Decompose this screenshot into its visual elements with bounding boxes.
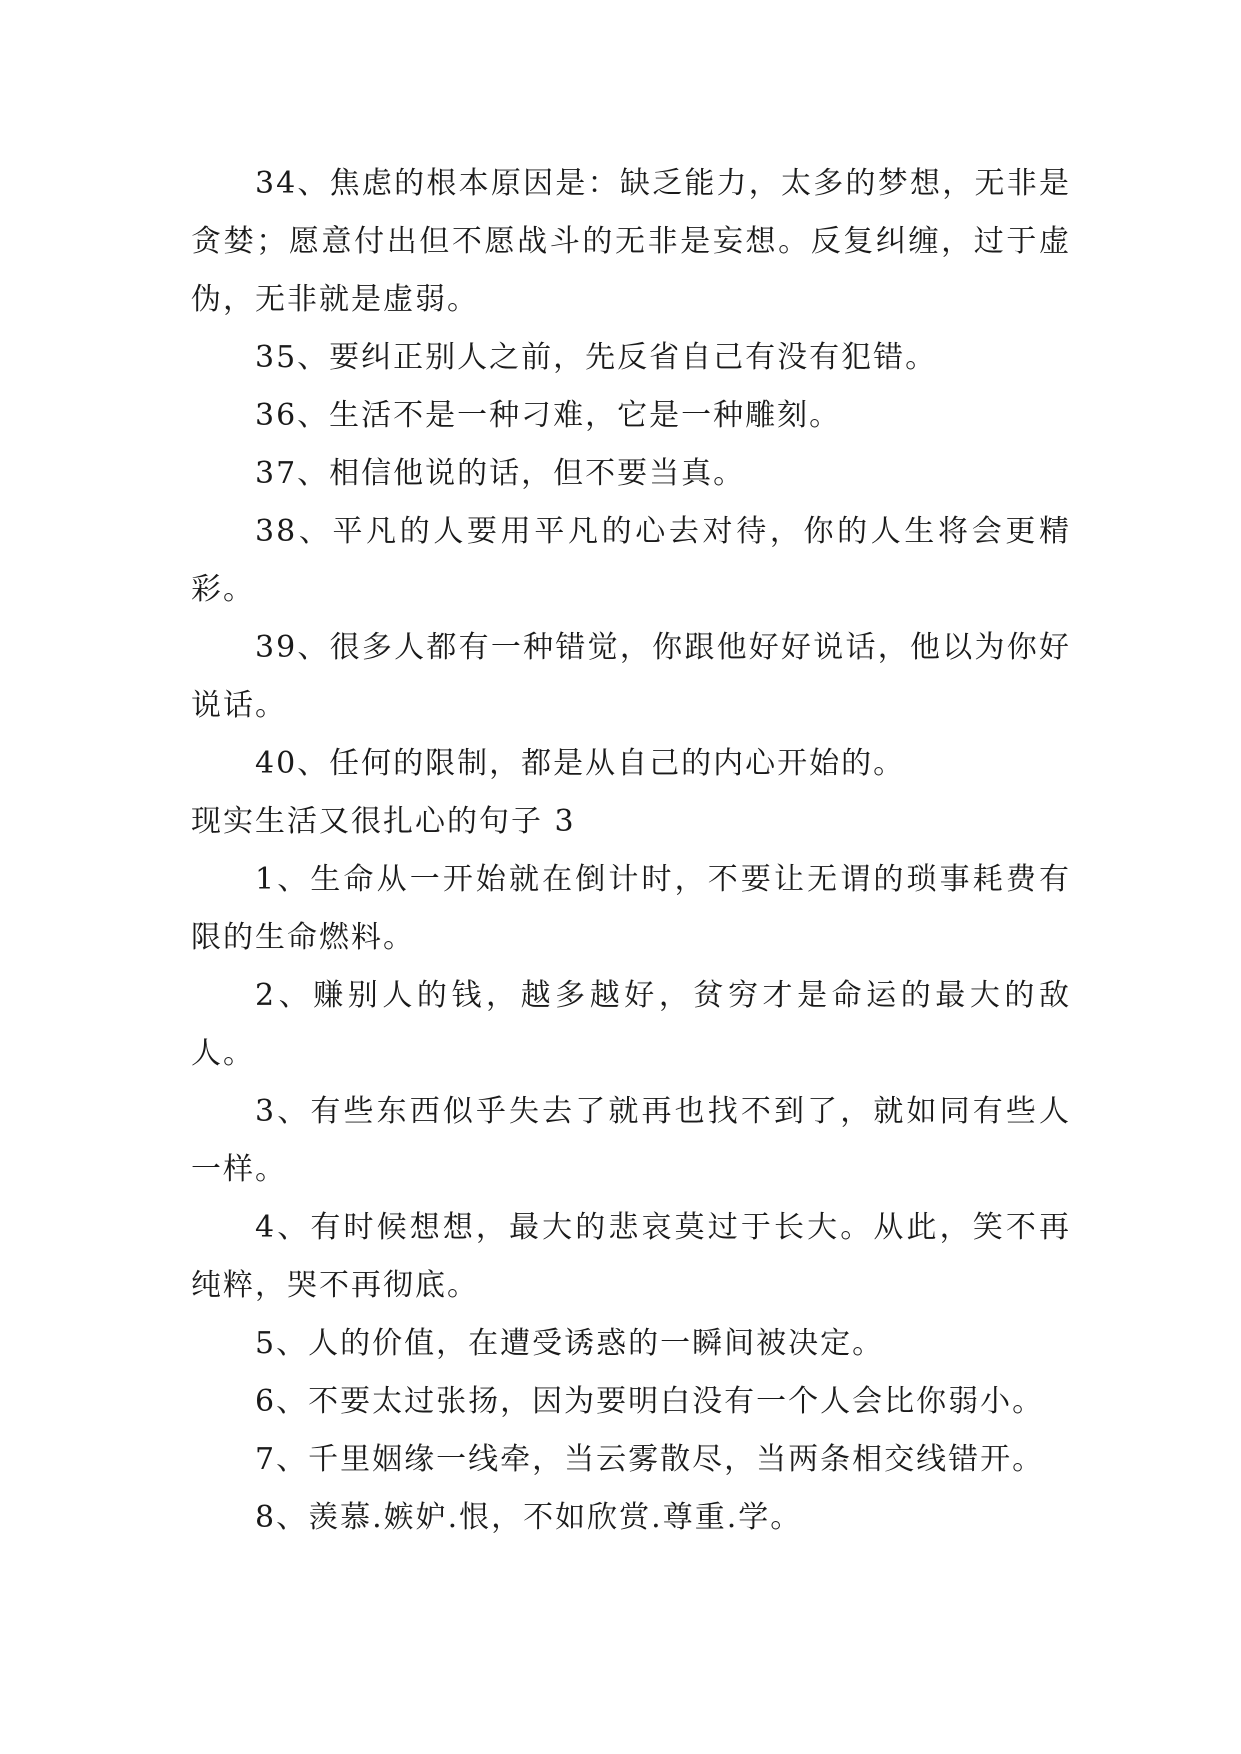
paragraph-2: 2、赚别人的钱，越多越好，贫穷才是命运的最大的敌人。 bbox=[191, 978, 1071, 1071]
paragraph-8: 8、羡慕.嫉妒.恨，不如欣赏.尊重.学。 bbox=[255, 1500, 803, 1535]
paragraph-38: 38、平凡的人要用平凡的心去对待，你的人生将会更精彩。 bbox=[191, 514, 1071, 607]
section-heading: 现实生活又很扎心的句子 3 bbox=[191, 804, 576, 839]
paragraph-39: 39、很多人都有一种错觉，你跟他好好说话，他以为你好说话。 bbox=[191, 630, 1071, 723]
paragraph-37: 37、相信他说的话，但不要当真。 bbox=[255, 456, 746, 491]
paragraph-6: 6、不要太过张扬，因为要明白没有一个人会比你弱小。 bbox=[255, 1384, 1045, 1419]
paragraph-40: 40、任何的限制，都是从自己的内心开始的。 bbox=[255, 746, 906, 781]
paragraph-7: 7、千里姻缘一线牵，当云雾散尽，当两条相交线错开。 bbox=[255, 1442, 1045, 1477]
paragraph-3: 3、有些东西似乎失去了就再也找不到了，就如同有些人一样。 bbox=[191, 1094, 1071, 1187]
paragraph-4: 4、有时候想想，最大的悲哀莫过于长大。从此，笑不再纯粹，哭不再彻底。 bbox=[191, 1210, 1071, 1303]
document-page bbox=[191, 155, 1071, 1547]
paragraph-36: 36、生活不是一种刁难，它是一种雕刻。 bbox=[255, 398, 842, 433]
paragraph-1: 1、生命从一开始就在倒计时，不要让无谓的琐事耗费有限的生命燃料。 bbox=[191, 862, 1071, 955]
paragraph-35: 35、要纠正别人之前，先反省自己有没有犯错。 bbox=[255, 340, 938, 375]
paragraph-34: 34、焦虑的根本原因是：缺乏能力，太多的梦想，无非是贪婪；愿意付出但不愿战斗的无非是妄想。反复纠缠，过于虚伪，无非就是虚弱。 bbox=[191, 166, 1071, 317]
paragraph-5: 5、人的价值，在遭受诱惑的一瞬间被决定。 bbox=[255, 1326, 885, 1361]
